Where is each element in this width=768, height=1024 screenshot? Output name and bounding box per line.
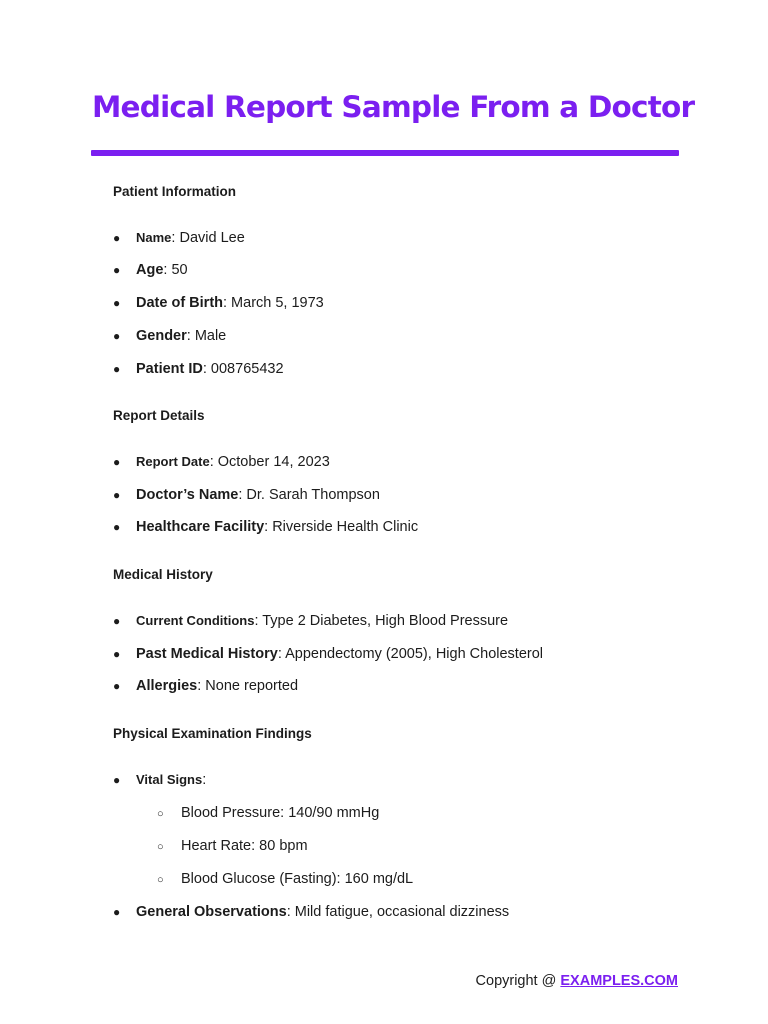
- bullet-icon: ●: [113, 905, 121, 919]
- field-value: : March 5, 1973: [223, 295, 324, 311]
- list-item-age: [113, 261, 188, 279]
- sub-item-heart-rate: [157, 837, 308, 856]
- field-value: : Riverside Health Clinic: [264, 519, 419, 535]
- field-label: Patient ID: [136, 361, 203, 377]
- list-item-healthcare-facility: [113, 518, 418, 536]
- field-value: : 50: [163, 262, 188, 278]
- field-label: Date of Birth: [136, 295, 223, 311]
- field-label: Gender: [136, 328, 187, 344]
- section-heading-report-details: Report Details: [113, 408, 205, 423]
- bullet-icon: ●: [113, 520, 121, 534]
- bullet-icon: ●: [113, 679, 121, 693]
- sub-item-text: Blood Pressure: 140/90 mmHg: [181, 805, 380, 821]
- bullet-icon: ●: [113, 362, 121, 376]
- field-value: : Mild fatigue, occasional dizziness: [286, 904, 510, 920]
- bullet-icon: ●: [113, 614, 121, 628]
- footer-copyright: [476, 973, 678, 989]
- list-item-allergies: [113, 677, 298, 695]
- bullet-icon: ●: [113, 329, 121, 343]
- field-label: Doctor’s Name: [136, 487, 239, 503]
- field-value: : Type 2 Diabetes, High Blood Pressure: [254, 613, 509, 629]
- list-item-past-medical-history: [113, 645, 543, 663]
- list-item-date-of-birth: [113, 294, 324, 312]
- field-label: Healthcare Facility: [136, 519, 265, 535]
- field-label: Name: [136, 230, 172, 245]
- bullet-icon: ●: [113, 263, 121, 277]
- circle-bullet-icon: ○: [157, 874, 164, 886]
- field-label: General Observations: [136, 904, 287, 920]
- title-divider: [91, 150, 679, 156]
- field-label: Allergies: [136, 678, 198, 694]
- section-heading-physical-examination: Physical Examination Findings: [113, 726, 312, 741]
- field-label: Past Medical History: [136, 646, 278, 662]
- field-label: Current Conditions: [136, 613, 255, 628]
- field-value: :: [202, 772, 207, 788]
- bullet-icon: ●: [113, 488, 121, 502]
- page-title: Medical Report Sample From a Doctor: [92, 90, 695, 124]
- field-label: Age: [136, 262, 164, 278]
- list-item-general-observations: [113, 903, 509, 921]
- field-value: : None reported: [197, 678, 299, 694]
- sub-item-blood-glucose: [157, 870, 413, 889]
- bullet-icon: ●: [113, 455, 121, 469]
- list-item-patient-id: [113, 360, 284, 378]
- section-heading-patient-information: Patient Information: [113, 184, 237, 199]
- bullet-icon: ●: [113, 773, 121, 787]
- field-label: Vital Signs: [136, 772, 203, 787]
- list-item-doctors-name: [113, 486, 380, 504]
- sub-item-text: Heart Rate: 80 bpm: [181, 838, 308, 854]
- field-value: : David Lee: [171, 230, 245, 246]
- field-value: : October 14, 2023: [209, 454, 330, 470]
- sub-item-text: Blood Glucose (Fasting): 160 mg/dL: [181, 871, 414, 887]
- field-label: Report Date: [136, 454, 210, 469]
- sub-item-blood-pressure: [157, 804, 379, 823]
- list-item-name: [113, 229, 245, 247]
- list-item-current-conditions: [113, 612, 508, 630]
- bullet-icon: ●: [113, 231, 121, 245]
- examples-link[interactable]: EXAMPLES.COM: [560, 973, 678, 989]
- copyright-text: Copyright @: [475, 973, 561, 989]
- field-value: : Dr. Sarah Thompson: [238, 487, 380, 503]
- field-value: : 008765432: [202, 361, 284, 377]
- list-item-report-date: [113, 453, 330, 471]
- circle-bullet-icon: ○: [157, 808, 164, 820]
- bullet-icon: ●: [113, 647, 121, 661]
- field-value: : Appendectomy (2005), High Cholesterol: [277, 646, 544, 662]
- list-item-gender: [113, 327, 226, 345]
- bullet-icon: ●: [113, 296, 121, 310]
- circle-bullet-icon: ○: [157, 841, 164, 853]
- field-value: : Male: [186, 328, 227, 344]
- list-item-vital-signs: [113, 771, 206, 789]
- section-heading-medical-history: Medical History: [113, 567, 213, 582]
